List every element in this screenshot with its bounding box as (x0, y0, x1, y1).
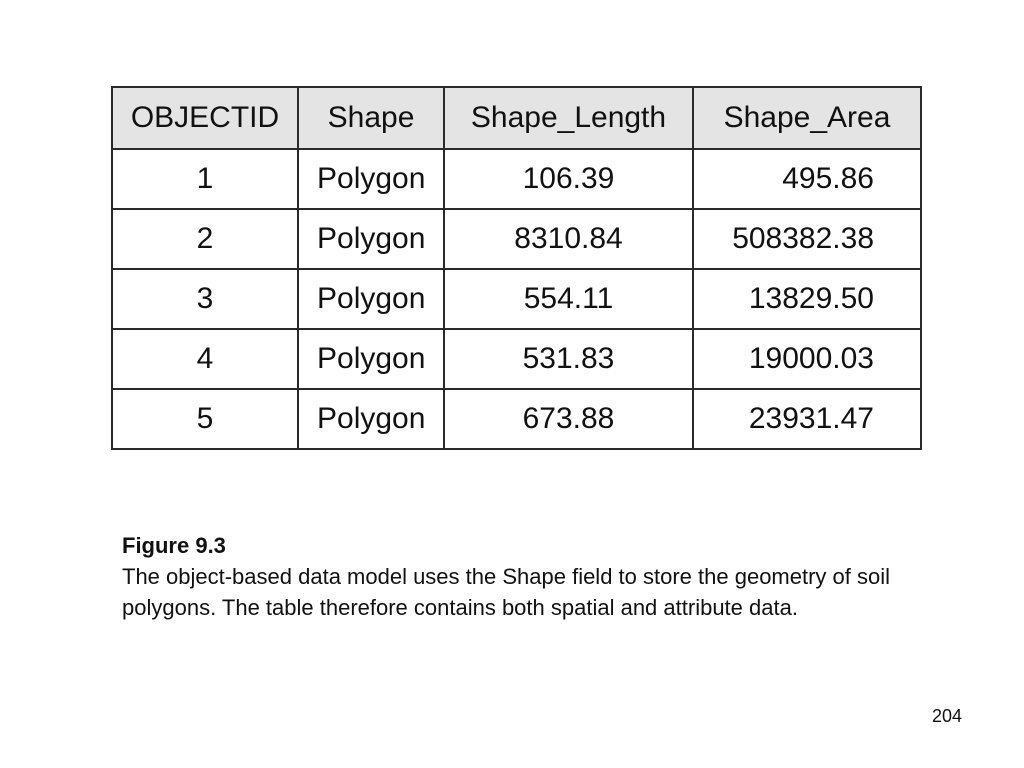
cell-objectid: 1 (112, 149, 298, 209)
cell-objectid: 5 (112, 389, 298, 449)
table-header-row (112, 87, 921, 149)
figure-description: The object-based data model uses the Shape field to store the geometry of soil polygons. The table therefore contains both spatial and attribute data. (122, 564, 891, 620)
cell-shape-length: 106.39 (444, 149, 693, 209)
attribute-table (111, 86, 922, 450)
table-row (112, 389, 921, 449)
cell-shape: Polygon (298, 329, 444, 389)
cell-objectid: 3 (112, 269, 298, 329)
table-row (112, 329, 921, 389)
cell-shape-length: 8310.84 (444, 209, 693, 269)
cell-shape-length: 673.88 (444, 389, 693, 449)
figure-title: Figure 9.3 (122, 533, 226, 558)
page-number: 204 (931, 706, 962, 726)
figure-caption (122, 530, 922, 623)
cell-shape-area: 495.86 (693, 149, 921, 209)
column-header-shape-length: Shape_Length (444, 87, 693, 149)
column-header-shape-area: Shape_Area (693, 87, 921, 149)
cell-shape-area: 19000.03 (693, 329, 921, 389)
cell-shape-length: 531.83 (444, 329, 693, 389)
cell-shape-length: 554.11 (444, 269, 693, 329)
cell-shape-area: 23931.47 (693, 389, 921, 449)
column-header-objectid: OBJECTID (112, 87, 298, 149)
cell-objectid: 2 (112, 209, 298, 269)
cell-shape: Polygon (298, 209, 444, 269)
cell-shape: Polygon (298, 269, 444, 329)
cell-shape-area: 13829.50 (693, 269, 921, 329)
cell-objectid: 4 (112, 329, 298, 389)
column-header-shape: Shape (298, 87, 444, 149)
table-row (112, 149, 921, 209)
cell-shape-area: 508382.38 (693, 209, 921, 269)
cell-shape: Polygon (298, 149, 444, 209)
table-row (112, 269, 921, 329)
table-row (112, 209, 921, 269)
cell-shape: Polygon (298, 389, 444, 449)
